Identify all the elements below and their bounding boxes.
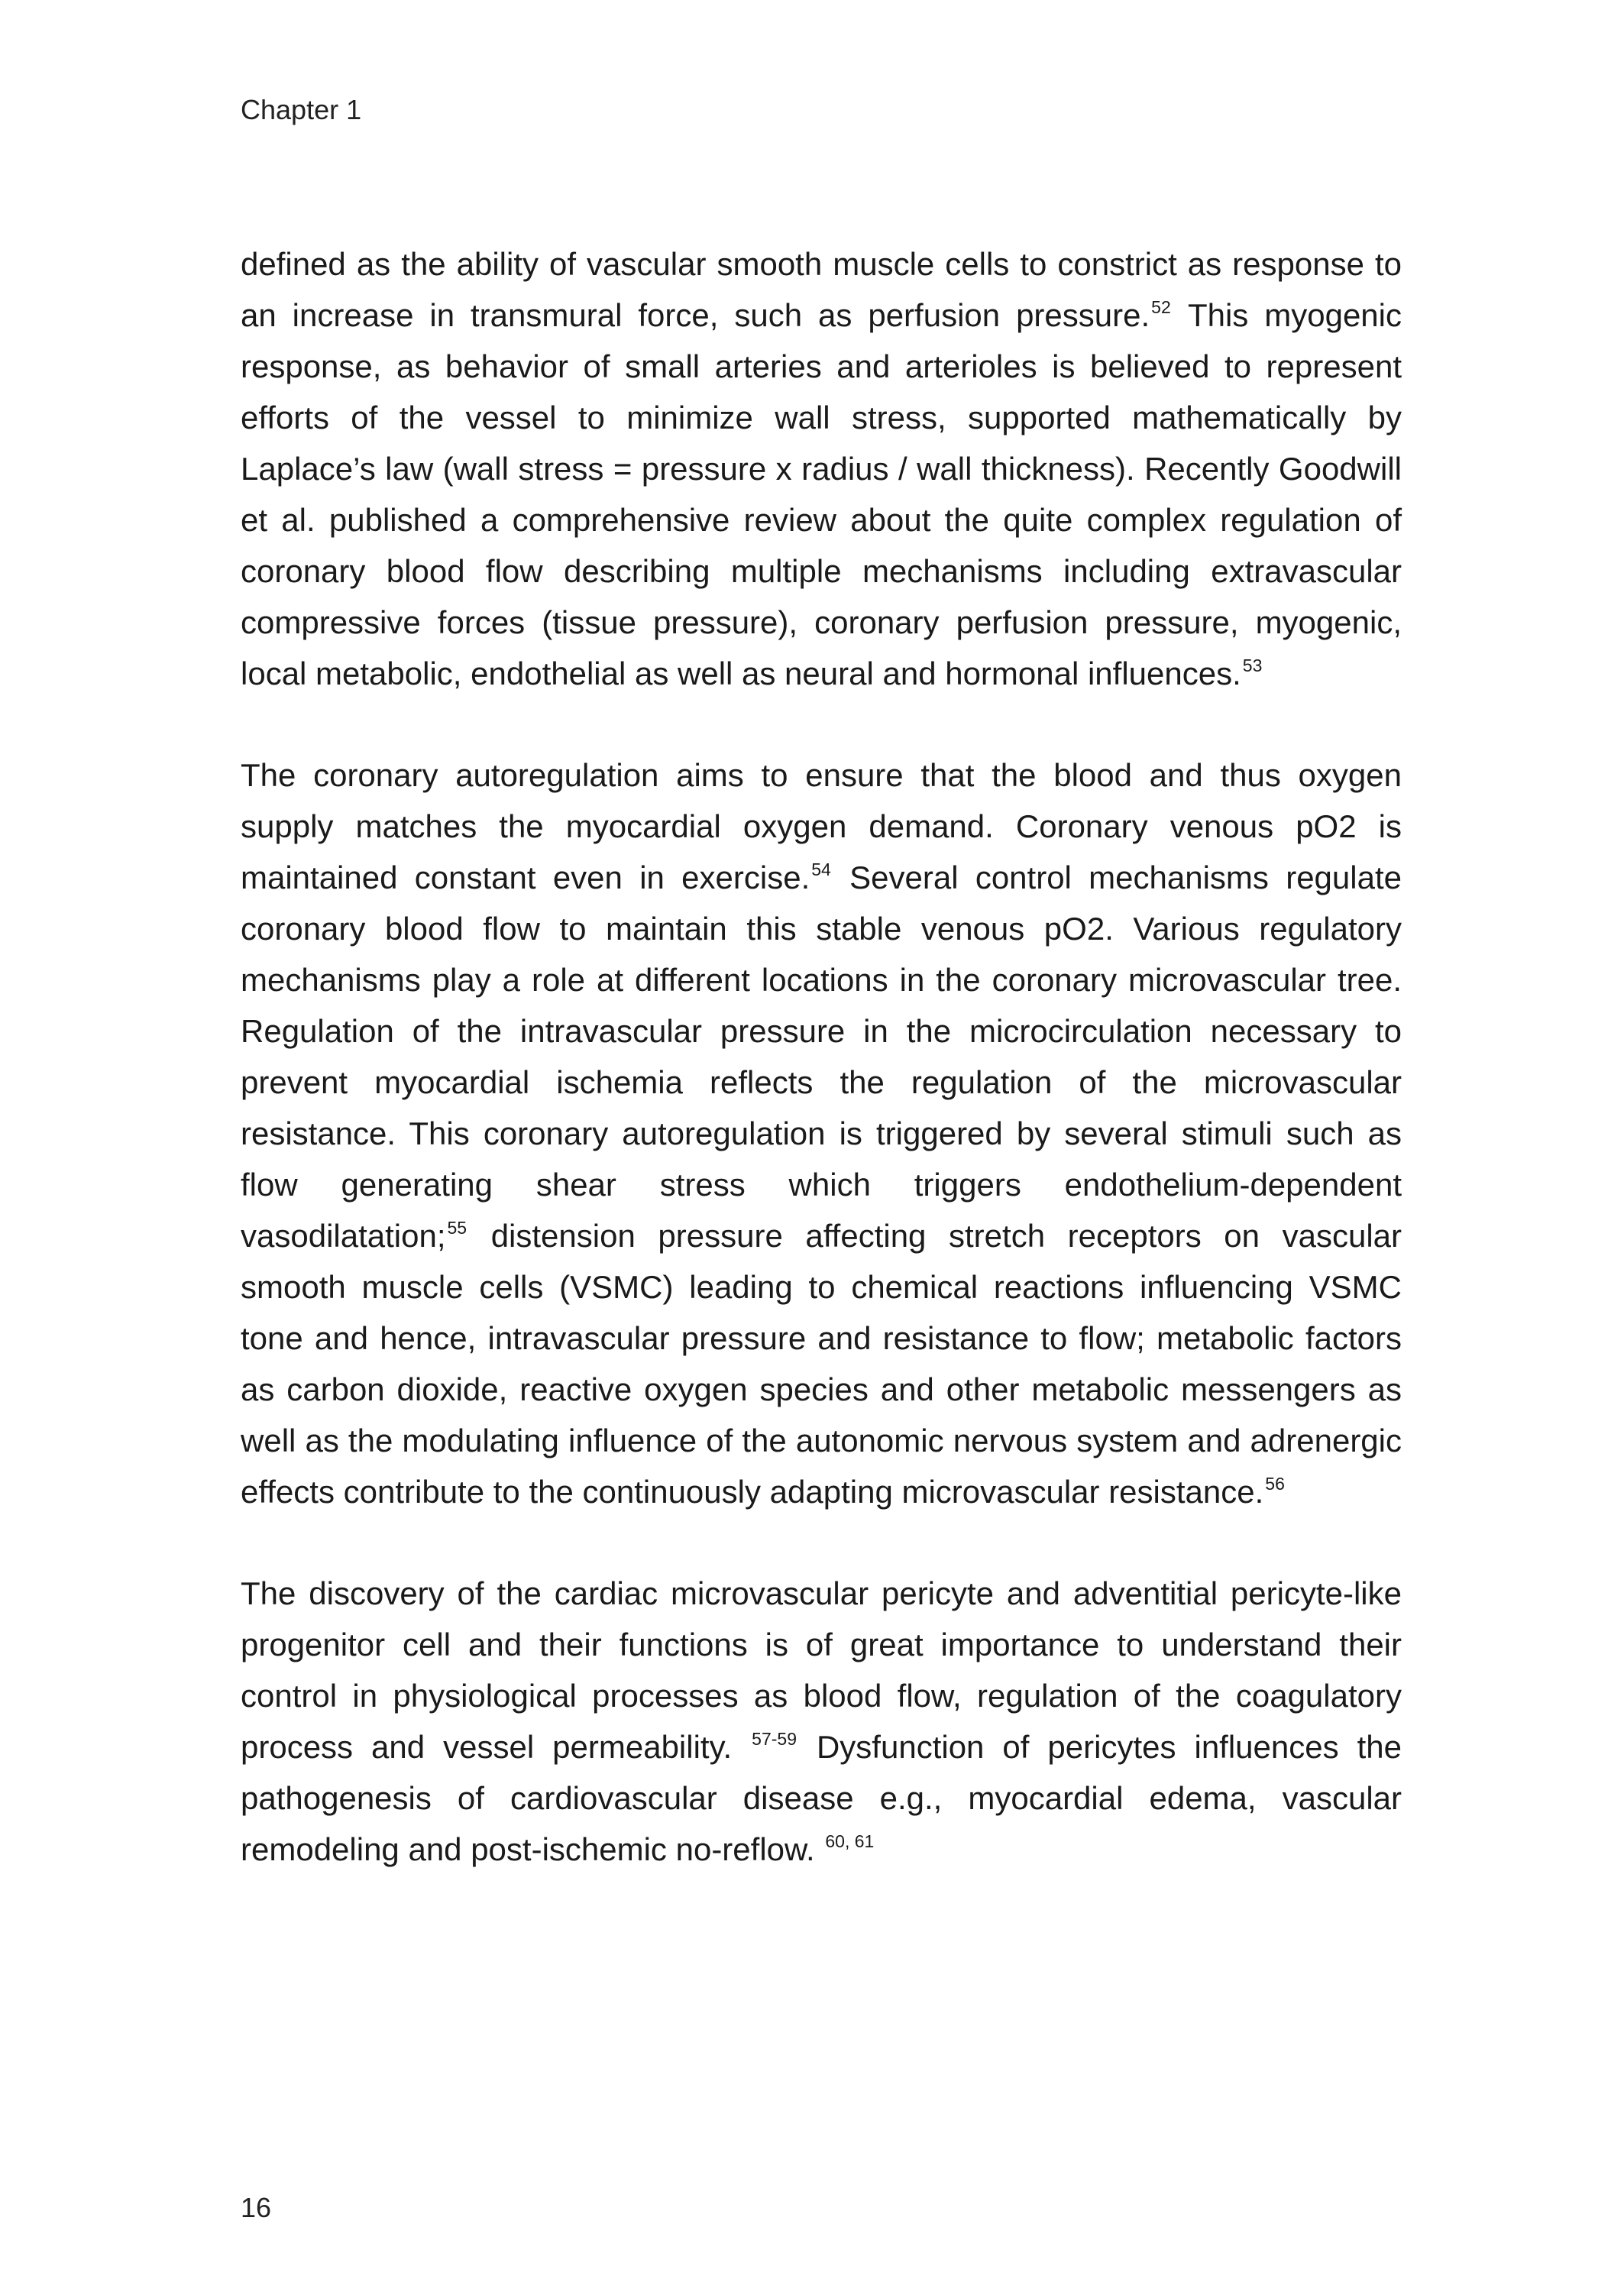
text-run: The discovery of the cardiac microvascular pericyte and adventitial pericyte-like progenitor cell and their functions is of great importance to understand their control in physiological processes as blood flow, regulation of the coagulatory process and vessel permeability. <box>241 1575 1402 1765</box>
citation-reference: 60, 61 <box>825 1831 875 1851</box>
text-run: defined as the ability of vascular smooth muscle cells to constrict as response to an increase in transmural force, such as perfusion pressure. <box>241 246 1402 333</box>
text-run: Several control mechanisms regulate coronary blood flow to maintain this stable venous pO2. Various regulatory mechanisms play a role at different locations in the coronary microvascular tree. Regulation of the intravascular pressure in the microcirculation necessary to prevent myocardial ischemia reflects the regulation of the microvascular resistance. This coronary autoregulation is triggered by several stimuli such as flow generating shear stress which triggers endothelium-dependent vasodilatation; <box>241 860 1402 1254</box>
text-run: This myogenic response, as behavior of small arteries and arterioles is believed to represent efforts of the vessel to minimize wall stress, supported mathematically by Laplace’s law (wall stress = pressure x radius / wall thickness). Recently Goodwill et al. published a comprehensive review about the quite complex regulation of coronary blood flow describing multiple mechanisms including extravascular compressive forces (tissue pressure), coronary perfusion pressure, myogenic, local metabolic, endothelial as well as neural and hormonal influences. <box>241 297 1402 691</box>
paragraph-myogenic-response <box>241 238 1402 699</box>
page-number: 16 <box>241 2192 272 2223</box>
running-header: Chapter 1 <box>241 94 362 125</box>
paragraph-pericytes <box>241 1568 1402 1875</box>
citation-reference: 57-59 <box>752 1729 797 1749</box>
citation-reference: 52 <box>1151 297 1171 317</box>
body-text <box>241 238 1402 1925</box>
citation-reference: 56 <box>1265 1474 1285 1494</box>
citation-reference: 55 <box>447 1218 467 1238</box>
text-run: The coronary autoregulation aims to ensure that the blood and thus oxygen supply matches the myocardial oxygen demand. Coronary venous pO2 is maintained constant even in exercise. <box>241 757 1402 895</box>
paragraph-coronary-autoregulation <box>241 749 1402 1517</box>
text-run: Dysfunction of pericytes influences the pathogenesis of cardiovascular disease e.g., myocardial edema, vascular remodeling and post-ischemic no-reflow. <box>241 1729 1402 1867</box>
citation-reference: 53 <box>1242 656 1263 675</box>
text-run: distension pressure affecting stretch receptors on vascular smooth muscle cells (VSMC) leading to chemical reactions influencing VSMC tone and hence, intravascular pressure and resistance to flow; metabolic factors as carbon dioxide, reactive oxygen species and other metabolic messengers as well as the modulating influence of the autonomic nervous system and adrenergic effects contribute to the continuously adapting microvascular resistance. <box>241 1218 1402 1510</box>
citation-reference: 54 <box>811 860 831 879</box>
